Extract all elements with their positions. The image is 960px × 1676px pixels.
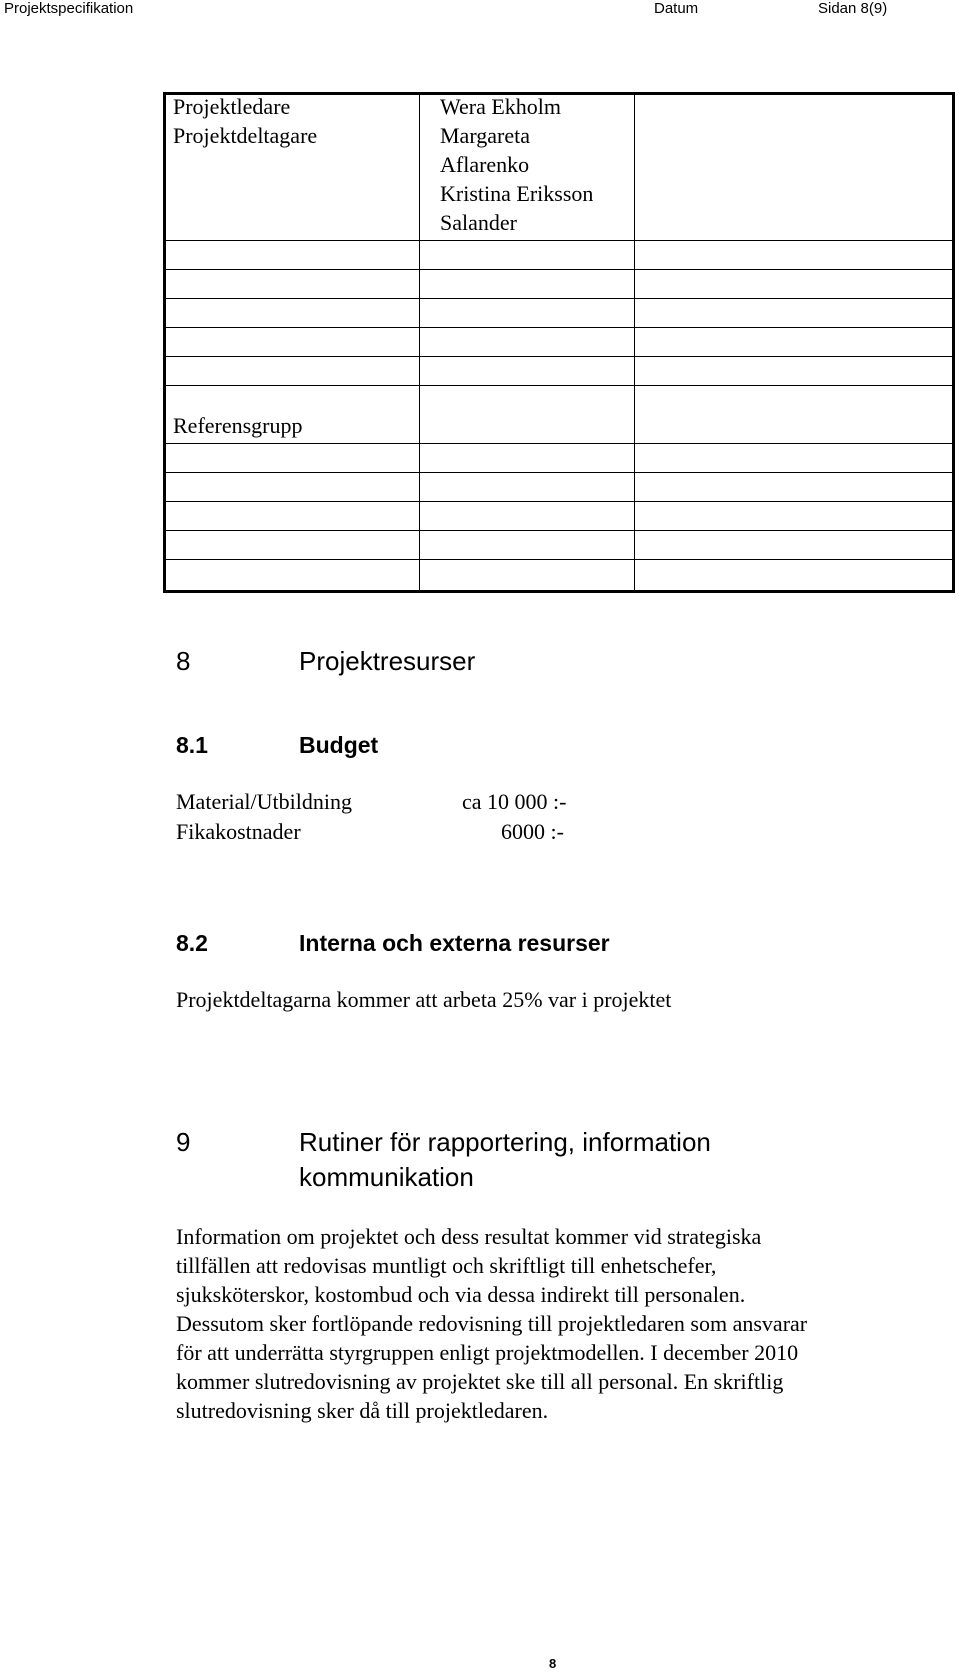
section-8-1-number: 8.1: [176, 732, 208, 758]
projektledare-value: Wera Ekholm: [440, 94, 562, 119]
paragraph-line: tillfällen att redovisas muntligt och skriftligt till enhetschefer,: [176, 1253, 717, 1278]
projektdeltagare-value-2: Aflarenko: [440, 152, 530, 177]
projektdeltagare-value-4: Salander: [440, 210, 517, 235]
table-row-separator: [166, 530, 952, 531]
table-row-separator: [166, 356, 952, 357]
section-8-2-title: Interna och externa resurser: [299, 930, 610, 956]
project-organisation-table: [163, 92, 955, 593]
table-row-separator: [166, 472, 952, 473]
table-row-separator: [166, 298, 952, 299]
table-row-separator: [166, 269, 952, 270]
projektledare-label: Projektledare: [173, 94, 291, 119]
table-divider-2: [634, 95, 635, 590]
table-row-separator: [166, 559, 952, 560]
paragraph-line: Information om projektet och dess resultat kommer vid strategiska: [176, 1224, 762, 1249]
paragraph-line: sjuksköterskor, kostombud och via dessa indirekt till personalen.: [176, 1282, 746, 1307]
section-8-title: Projektresurser: [299, 646, 476, 676]
paragraph-line: för att underrätta styrgruppen enligt projektmodellen. I december 2010: [176, 1340, 799, 1365]
paragraph-line: slutredovisning sker då till projektledaren.: [176, 1398, 549, 1423]
projektdeltagare-label: Projektdeltagare: [173, 123, 318, 148]
section-8-number: 8: [176, 646, 191, 676]
section-8-1-title: Budget: [299, 732, 379, 758]
projektdeltagare-value-1: Margareta: [440, 123, 530, 148]
table-row-separator: [166, 327, 952, 328]
table-row-separator: [166, 385, 952, 386]
section-9-number: 9: [176, 1127, 191, 1157]
budget-row-label: Material/Utbildning: [176, 789, 352, 814]
budget-row-value: ca 10 000 :-: [462, 789, 567, 814]
projektdeltagare-value-3: Kristina Eriksson: [440, 181, 594, 206]
footer-page-number: 8: [549, 1656, 557, 1671]
table-row-separator: [166, 240, 952, 241]
table-row-separator: [166, 501, 952, 502]
budget-row-label: Fikakostnader: [176, 819, 301, 844]
section-8-2-text: Projektdeltagarna kommer att arbeta 25% var i projektet: [176, 987, 672, 1012]
table-divider-1: [419, 95, 420, 590]
header-document-title: Projektspecifikation: [4, 0, 134, 17]
budget-row-value: 6000 :-: [501, 819, 564, 844]
section-9-paragraph: [176, 1222, 916, 1425]
header-page-indicator: Sidan 8(9): [818, 0, 888, 17]
table-row-separator: [166, 443, 952, 444]
paragraph-line: kommer slutredovisning av projektet ske till all personal. En skriftlig: [176, 1369, 784, 1394]
section-9-title-line-2: kommunikation: [299, 1162, 474, 1192]
referensgrupp-label: Referensgrupp: [173, 413, 303, 438]
section-8-2-number: 8.2: [176, 930, 208, 956]
header-date: Datum: [654, 0, 699, 17]
paragraph-line: Dessutom sker fortlöpande redovisning till projektledaren som ansvarar: [176, 1311, 808, 1336]
section-9-title-line-1: Rutiner för rapportering, information: [299, 1127, 711, 1157]
